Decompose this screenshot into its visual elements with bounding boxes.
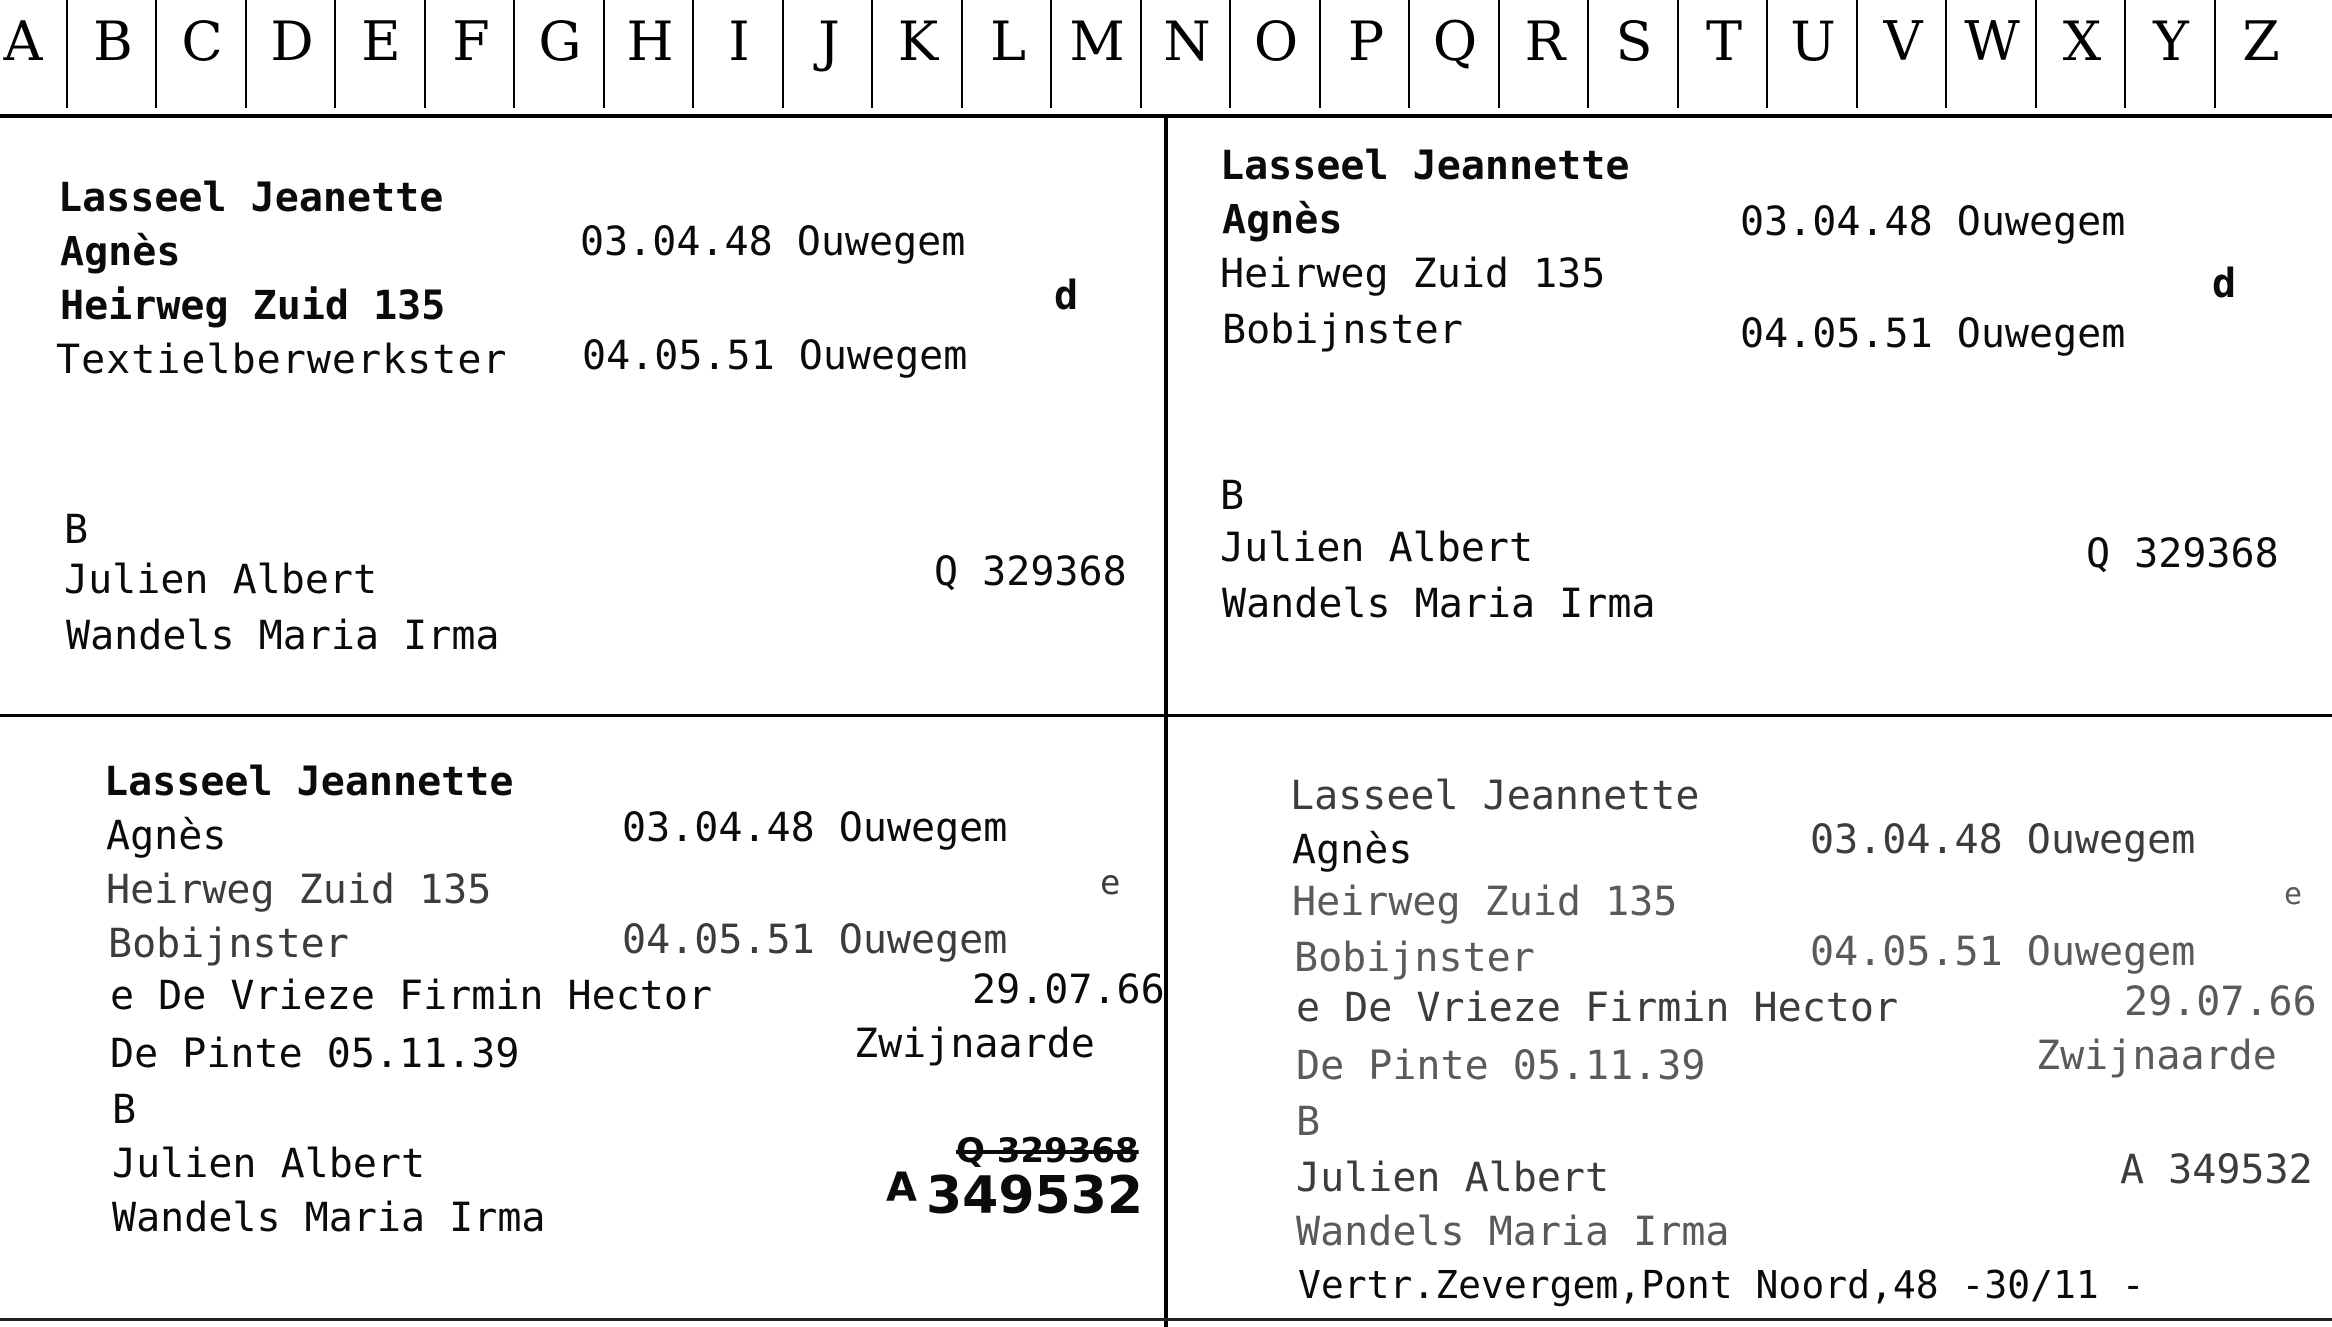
registration-date-place: 04.05.51 Ouwegem [582, 333, 968, 379]
ruler-letter-u: U [1768, 0, 1858, 116]
ruler-letter-y: Y [2126, 0, 2216, 116]
firstname: Agnès [1292, 827, 1413, 873]
birth-date-place: 03.04.48 Ouwegem [580, 219, 966, 265]
surname: Lasseel Jeannette [1220, 143, 1630, 189]
registration-date-place: 04.05.51 Ouwegem [1740, 311, 2126, 357]
address: Heirweg Zuid 135 [1292, 879, 1678, 925]
ruler-letter-v: V [1858, 0, 1948, 116]
ruler-letter-h: H [605, 0, 695, 116]
marriage-place: Zwijnaarde [854, 1021, 1095, 1067]
ruler-letter-f: F [426, 0, 516, 116]
ruler-letter-p: P [1321, 0, 1411, 116]
sex-code: d [1054, 273, 1079, 319]
card-column-divider [1164, 118, 1168, 1327]
ruler-letter-q: Q [1410, 0, 1500, 116]
father-name: Julien Albert [64, 557, 378, 603]
marriage-date: 29.07.66 [2124, 979, 2317, 1025]
father-name: Julien Albert [1296, 1155, 1610, 1201]
ruler-letter-g: G [515, 0, 605, 116]
register-number: Q 329368 [2086, 531, 2279, 577]
ruler-letter-i: I [694, 0, 784, 116]
alphabet-ruler [0, 0, 2332, 120]
sex-code: d [2212, 261, 2237, 307]
mother-name: Wandels Maria Irma [1296, 1209, 1730, 1255]
spouse-birth: De Pinte 05.11.39 [1296, 1043, 1706, 1089]
registration-date-place: 04.05.51 Ouwegem [622, 917, 1008, 963]
bottom-card-edge [0, 1318, 2332, 1321]
civil-status: B [1296, 1099, 1321, 1145]
register-number: A 349532 [2120, 1147, 2313, 1193]
ruler-letter-l: L [963, 0, 1053, 116]
ruler-letter-z: Z [2216, 0, 2306, 116]
ruler-letter-w: W [1947, 0, 2037, 116]
ruler-letter-n: N [1142, 0, 1232, 116]
surname: Lasseel Jeannette [104, 759, 514, 805]
departure-note: Vertr.Zevergem,Pont Noord,48 -30/11 - [1298, 1263, 2145, 1307]
ruler-letter-a: A [3, 10, 43, 73]
firstname: Agnès [60, 229, 181, 275]
firstname: Agnès [106, 813, 227, 859]
marriage-date: 29.07.66 [972, 967, 1165, 1013]
sex-code: e [2284, 877, 2303, 912]
address: Heirweg Zuid 135 [60, 283, 446, 329]
card-row-divider [0, 714, 2332, 717]
surname: Lasseel Jeannette [1290, 773, 1700, 819]
ruler-letter-e: E [336, 0, 426, 116]
ruler-letter-j: J [784, 0, 874, 116]
address: Heirweg Zuid 135 [1220, 251, 1606, 297]
address: Heirweg Zuid 135 [106, 867, 492, 913]
civil-status: B [64, 507, 89, 553]
ruler-letter-b: B [68, 0, 158, 116]
father-name: Julien Albert [112, 1141, 426, 1187]
mother-name: Wandels Maria Irma [66, 613, 500, 659]
old-register-number-struck: Q 329368 [956, 1131, 1139, 1171]
civil-status: B [112, 1087, 137, 1133]
ruler-letter-m: M [1052, 0, 1142, 116]
registration-date-place: 04.05.51 Ouwegem [1810, 929, 2196, 975]
civil-status: B [1220, 473, 1245, 519]
birth-date-place: 03.04.48 Ouwegem [1740, 199, 2126, 245]
ruler-letter-s: S [1589, 0, 1679, 116]
ruler-letter-t: T [1679, 0, 1769, 116]
ruler-letter-d: D [247, 0, 337, 116]
sex-code: e [1100, 863, 1121, 903]
firstname: Agnès [1222, 197, 1343, 243]
register-letter: A [886, 1165, 917, 1211]
register-number: 349532 [926, 1166, 1144, 1226]
register-number: Q 329368 [934, 549, 1127, 595]
spouse-name: e De Vrieze Firmin Hector [110, 973, 713, 1019]
profession: Bobijnster [1294, 935, 1535, 981]
surname: Lasseel Jeanette [58, 175, 444, 221]
birth-date-place: 03.04.48 Ouwegem [622, 805, 1008, 851]
ruler-letter-x: X [2037, 0, 2127, 116]
marriage-place: Zwijnaarde [2036, 1033, 2277, 1079]
ruler-letter-o: O [1231, 0, 1321, 116]
ruler-letter-r: R [1500, 0, 1590, 116]
profession: Textielberwerkster [56, 337, 508, 383]
spouse-birth: De Pinte 05.11.39 [110, 1031, 520, 1077]
profession: Bobijnster [108, 921, 349, 967]
profession: Bobijnster [1222, 307, 1463, 353]
birth-date-place: 03.04.48 Ouwegem [1810, 817, 2196, 863]
ruler-letter-k: K [873, 0, 963, 116]
ruler-letter-c: C [157, 0, 247, 116]
mother-name: Wandels Maria Irma [112, 1195, 546, 1241]
mother-name: Wandels Maria Irma [1222, 581, 1656, 627]
spouse-name: e De Vrieze Firmin Hector [1296, 985, 1899, 1031]
father-name: Julien Albert [1220, 525, 1534, 571]
